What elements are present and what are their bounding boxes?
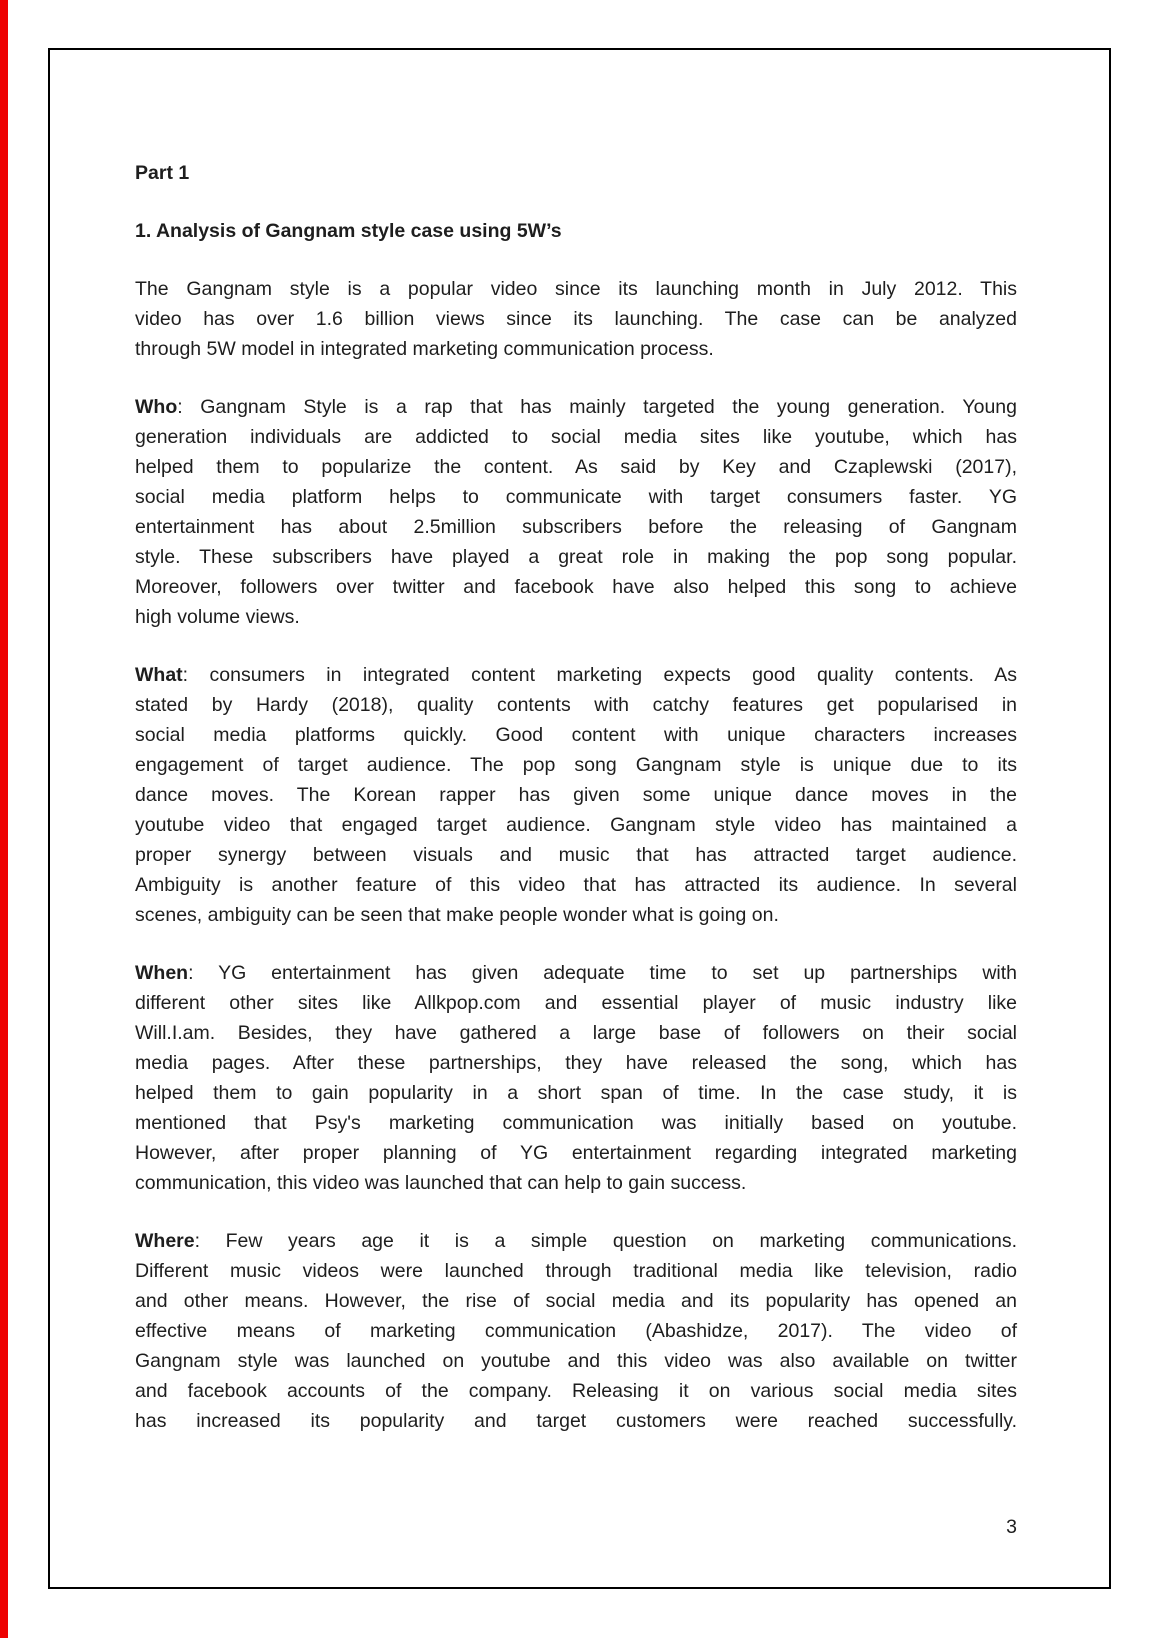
text-line xyxy=(135,660,1017,690)
paragraph-lead: Where xyxy=(135,1230,195,1252)
text-line: proper synergy between visuals and music that has attracted target audience. xyxy=(135,844,1017,866)
paragraph-when xyxy=(135,958,1017,1198)
text-line: has increased its popularity and target customers were reached successfully. xyxy=(135,1410,1017,1432)
text-line: style. These subscribers have played a great role in making the pop song popular. xyxy=(135,546,1017,568)
text-run: : YG entertainment has given adequate time to set up partnerships with xyxy=(188,962,1017,984)
text-line: effective means of marketing communication (Abashidze, 2017). The video of xyxy=(135,1320,1017,1342)
text-line: Ambiguity is another feature of this video that has attracted its audience. In several xyxy=(135,874,1017,896)
text-line: media pages. After these partnerships, they have released the song, which has xyxy=(135,1052,1017,1074)
paragraph-where xyxy=(135,1226,1017,1436)
text-line: mentioned that Psy's marketing communication was initially based on youtube. xyxy=(135,1112,1017,1134)
text-line: communication, this video was launched that can help to gain success. xyxy=(135,1172,747,1194)
page-content xyxy=(135,158,1017,1464)
page-number: 3 xyxy=(1006,1516,1017,1538)
text-line xyxy=(135,958,1017,988)
paragraph-lead: Who xyxy=(135,396,178,418)
text-line: video has over 1.6 billion views since its launching. The case can be analyzed xyxy=(135,308,1017,330)
paragraph-lead: When xyxy=(135,962,189,984)
text-line xyxy=(135,392,1017,422)
text-line: and other means. However, the rise of social media and its popularity has opened an xyxy=(135,1290,1017,1312)
text-line: dance moves. The Korean rapper has given some unique dance moves in the xyxy=(135,784,1017,806)
text-line: stated by Hardy (2018), quality contents with catchy features get popularised in xyxy=(135,694,1017,716)
text-line: through 5W model in integrated marketing communication process. xyxy=(135,338,714,360)
text-line: youtube video that engaged target audience. Gangnam style video has maintained a xyxy=(135,814,1017,836)
text-line: Will.I.am. Besides, they have gathered a large base of followers on their social xyxy=(135,1022,1017,1044)
left-edge-red-stripe xyxy=(0,0,8,1638)
text-line: Gangnam style was launched on youtube and this video was also available on twitter xyxy=(135,1350,1017,1372)
text-line: scenes, ambiguity can be seen that make people wonder what is going on. xyxy=(135,904,779,926)
text-line: social media platform helps to communicate with target consumers faster. YG xyxy=(135,486,1017,508)
text-line: social media platforms quickly. Good content with unique characters increases xyxy=(135,724,1017,746)
text-line: Moreover, followers over twitter and facebook have also helped this song to achieve xyxy=(135,576,1017,598)
text-line: Different music videos were launched through traditional media like television, radio xyxy=(135,1260,1017,1282)
text-run: : Few years age it is a simple question on marketing communications. xyxy=(194,1230,1017,1252)
paragraph-lead: What xyxy=(135,664,183,686)
text-line: helped them to popularize the content. As said by Key and Czaplewski (2017), xyxy=(135,456,1017,478)
text-line: entertainment has about 2.5million subscribers before the releasing of Gangnam xyxy=(135,516,1017,538)
text-line: generation individuals are addicted to social media sites like youtube, which has xyxy=(135,426,1017,448)
text-line: The Gangnam style is a popular video since its launching month in July 2012. This xyxy=(135,278,1017,300)
text-run: : consumers in integrated content marketing expects good quality contents. As xyxy=(182,664,1017,686)
text-line: helped them to gain popularity in a short span of time. In the case study, it is xyxy=(135,1082,1017,1104)
paragraph-who xyxy=(135,392,1017,632)
paragraph-what xyxy=(135,660,1017,930)
text-line: engagement of target audience. The pop song Gangnam style is unique due to its xyxy=(135,754,1017,776)
text-line: and facebook accounts of the company. Releasing it on various social media sites xyxy=(135,1380,1017,1402)
text-line: However, after proper planning of YG entertainment regarding integrated marketing xyxy=(135,1142,1017,1164)
text-run: : Gangnam Style is a rap that has mainly targeted the young generation. Young xyxy=(177,396,1017,418)
section-heading: 1. Analysis of Gangnam style case using 5W’s xyxy=(135,220,562,242)
text-line xyxy=(135,1226,1017,1256)
text-line: different other sites like Allkpop.com and essential player of music industry like xyxy=(135,992,1017,1014)
part-label: Part 1 xyxy=(135,162,190,184)
paragraph-intro xyxy=(135,274,1017,364)
text-line: high volume views. xyxy=(135,606,300,628)
